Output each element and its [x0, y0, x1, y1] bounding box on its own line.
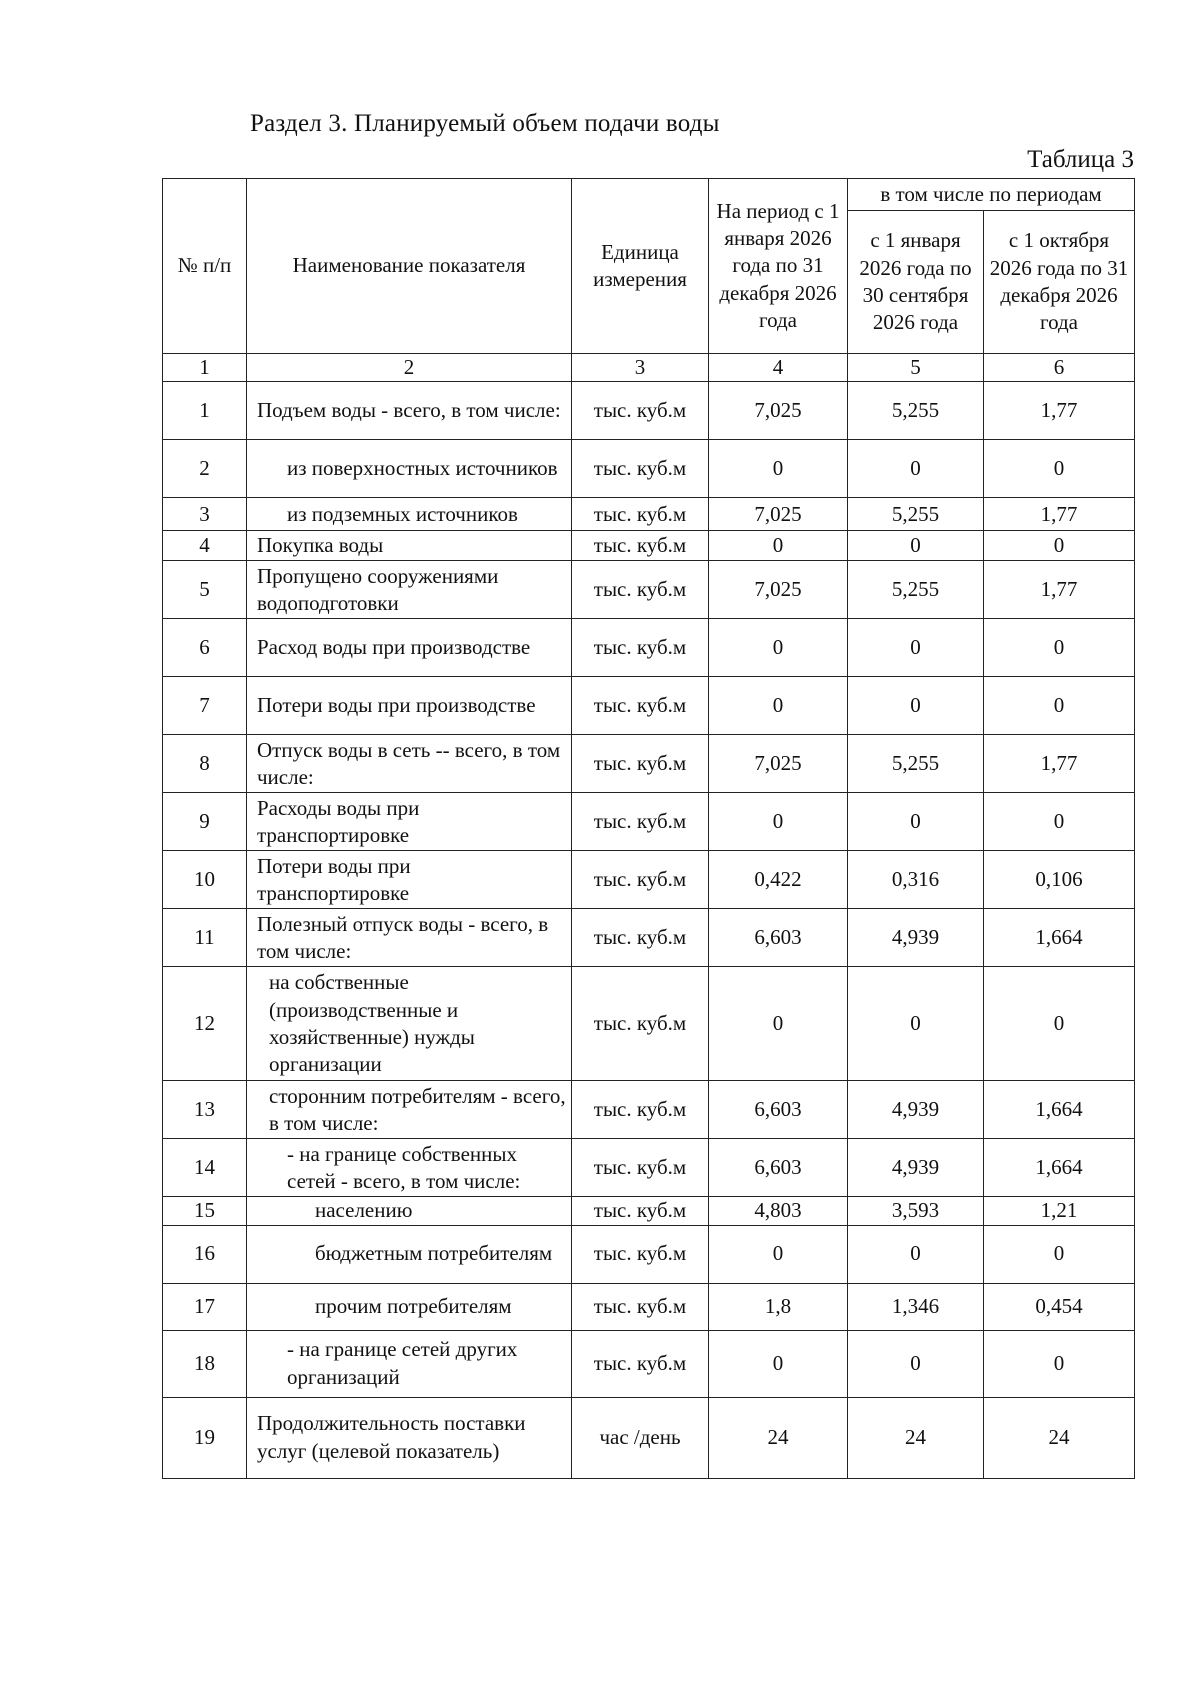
row-number-cell: 11	[163, 909, 247, 967]
total-value-cell: 7,025	[709, 735, 848, 793]
row-number-cell: 8	[163, 735, 247, 793]
header-unit: Единица измерения	[572, 179, 709, 354]
column-number: 1	[163, 354, 247, 382]
period-1-value-cell: 0	[848, 1330, 984, 1397]
indicator-name-cell: Потери воды при производстве	[247, 677, 572, 735]
period-2-value-cell: 0	[984, 440, 1135, 498]
unit-cell: тыс. куб.м	[572, 1330, 709, 1397]
period-2-value-cell: 0	[984, 619, 1135, 677]
period-2-value-cell: 1,77	[984, 561, 1135, 619]
period-2-value-cell: 1,664	[984, 1081, 1135, 1139]
row-number-cell: 2	[163, 440, 247, 498]
row-number-cell: 7	[163, 677, 247, 735]
unit-cell: тыс. куб.м	[572, 677, 709, 735]
unit-cell: тыс. куб.м	[572, 561, 709, 619]
period-1-value-cell: 5,255	[848, 498, 984, 531]
period-2-value-cell: 24	[984, 1397, 1135, 1478]
unit-cell: тыс. куб.м	[572, 851, 709, 909]
table-row	[163, 531, 1135, 561]
row-number-cell: 14	[163, 1139, 247, 1197]
table-body	[163, 382, 1135, 1478]
unit-cell: тыс. куб.м	[572, 1139, 709, 1197]
period-1-value-cell: 0	[848, 1225, 984, 1283]
indicator-name-cell: бюджетным потребителям	[247, 1225, 572, 1283]
period-2-value-cell: 0	[984, 677, 1135, 735]
table-row	[163, 851, 1135, 909]
page-title: Раздел 3. Планируемый объем подачи воды	[250, 110, 720, 137]
period-1-value-cell: 24	[848, 1397, 984, 1478]
total-value-cell: 4,803	[709, 1197, 848, 1225]
row-number-cell: 10	[163, 851, 247, 909]
indicator-name-cell: Полезный отпуск воды - всего, в том числе:	[247, 909, 572, 967]
column-number: 3	[572, 354, 709, 382]
unit-cell: тыс. куб.м	[572, 498, 709, 531]
unit-cell: тыс. куб.м	[572, 382, 709, 440]
total-value-cell: 1,8	[709, 1283, 848, 1330]
water-supply-table	[162, 178, 1135, 1479]
unit-cell: час /день	[572, 1397, 709, 1478]
indicator-name-cell: сторонним потребителям - всего, в том числе:	[247, 1081, 572, 1139]
row-number-cell: 9	[163, 793, 247, 851]
table-row	[163, 1283, 1135, 1330]
period-1-value-cell: 0	[848, 619, 984, 677]
row-number-cell: 12	[163, 967, 247, 1081]
table-row	[163, 735, 1135, 793]
indicator-name-cell: Покупка воды	[247, 531, 572, 561]
table-row	[163, 1081, 1135, 1139]
total-value-cell: 0	[709, 440, 848, 498]
table-row	[163, 1197, 1135, 1225]
period-1-value-cell: 1,346	[848, 1283, 984, 1330]
header-period-2: с 1 октября 2026 года по 31 декабря 2026 года	[984, 211, 1135, 354]
row-number-cell: 19	[163, 1397, 247, 1478]
period-1-value-cell: 5,255	[848, 735, 984, 793]
total-value-cell: 0	[709, 967, 848, 1081]
indicator-name-cell: на собственные (производственные и хозяйственные) нужды организации	[247, 967, 572, 1081]
unit-cell: тыс. куб.м	[572, 1197, 709, 1225]
total-value-cell: 0,422	[709, 851, 848, 909]
period-1-value-cell: 4,939	[848, 909, 984, 967]
table-row	[163, 382, 1135, 440]
unit-cell: тыс. куб.м	[572, 735, 709, 793]
period-2-value-cell: 1,664	[984, 1139, 1135, 1197]
table-row	[163, 677, 1135, 735]
header-period-1: с 1 января 2026 года по 30 сентября 2026 года	[848, 211, 984, 354]
row-number-cell: 15	[163, 1197, 247, 1225]
total-value-cell: 7,025	[709, 498, 848, 531]
total-value-cell: 7,025	[709, 382, 848, 440]
row-number-cell: 5	[163, 561, 247, 619]
total-value-cell: 0	[709, 619, 848, 677]
period-2-value-cell: 1,77	[984, 382, 1135, 440]
unit-cell: тыс. куб.м	[572, 967, 709, 1081]
row-number-cell: 13	[163, 1081, 247, 1139]
row-number-cell: 18	[163, 1330, 247, 1397]
indicator-name-cell: Подъем воды - всего, в том числе:	[247, 382, 572, 440]
total-value-cell: 0	[709, 1330, 848, 1397]
row-number-cell: 1	[163, 382, 247, 440]
unit-cell: тыс. куб.м	[572, 1283, 709, 1330]
table-row	[163, 1330, 1135, 1397]
indicator-name-cell: населению	[247, 1197, 572, 1225]
period-2-value-cell: 0	[984, 967, 1135, 1081]
period-2-value-cell: 1,77	[984, 498, 1135, 531]
table-row	[163, 1225, 1135, 1283]
table-row	[163, 1397, 1135, 1478]
total-value-cell: 24	[709, 1397, 848, 1478]
indicator-name-cell: Продолжительность поставки услуг (целевой показатель)	[247, 1397, 572, 1478]
column-number: 5	[848, 354, 984, 382]
unit-cell: тыс. куб.м	[572, 619, 709, 677]
total-value-cell: 0	[709, 793, 848, 851]
total-value-cell: 6,603	[709, 909, 848, 967]
unit-cell: тыс. куб.м	[572, 531, 709, 561]
unit-cell: тыс. куб.м	[572, 1081, 709, 1139]
period-1-value-cell: 3,593	[848, 1197, 984, 1225]
header-total-period: На период с 1 января 2026 года по 31 декабря 2026 года	[709, 179, 848, 354]
period-2-value-cell: 1,77	[984, 735, 1135, 793]
table-header	[163, 179, 1135, 382]
total-value-cell: 6,603	[709, 1081, 848, 1139]
unit-cell: тыс. куб.м	[572, 909, 709, 967]
column-number: 6	[984, 354, 1135, 382]
period-2-value-cell: 0	[984, 531, 1135, 561]
header-periods-group: в том числе по периодам	[848, 179, 1135, 211]
period-1-value-cell: 4,939	[848, 1081, 984, 1139]
period-1-value-cell: 5,255	[848, 382, 984, 440]
column-number: 4	[709, 354, 848, 382]
period-1-value-cell: 5,255	[848, 561, 984, 619]
row-number-cell: 17	[163, 1283, 247, 1330]
unit-cell: тыс. куб.м	[572, 793, 709, 851]
header-num: № п/п	[163, 179, 247, 354]
period-1-value-cell: 4,939	[848, 1139, 984, 1197]
period-1-value-cell: 0,316	[848, 851, 984, 909]
indicator-name-cell: Расходы воды при транспортировке	[247, 793, 572, 851]
table-caption: Таблица 3	[1027, 146, 1134, 173]
table-row	[163, 498, 1135, 531]
total-value-cell: 0	[709, 677, 848, 735]
table-row	[163, 619, 1135, 677]
unit-cell: тыс. куб.м	[572, 440, 709, 498]
header-name: Наименование показателя	[247, 179, 572, 354]
total-value-cell: 6,603	[709, 1139, 848, 1197]
indicator-name-cell: прочим потребителям	[247, 1283, 572, 1330]
indicator-name-cell: Потери воды при транспортировке	[247, 851, 572, 909]
indicator-name-cell: Расход воды при производстве	[247, 619, 572, 677]
period-2-value-cell: 1,664	[984, 909, 1135, 967]
period-1-value-cell: 0	[848, 440, 984, 498]
period-2-value-cell: 0	[984, 793, 1135, 851]
indicator-name-cell: Пропущено сооружениями водоподготовки	[247, 561, 572, 619]
period-1-value-cell: 0	[848, 793, 984, 851]
indicator-name-cell: - на границе собственных сетей - всего, в том числе:	[247, 1139, 572, 1197]
column-number: 2	[247, 354, 572, 382]
indicator-name-cell: из поверхностных источников	[247, 440, 572, 498]
table-row	[163, 561, 1135, 619]
unit-cell: тыс. куб.м	[572, 1225, 709, 1283]
total-value-cell: 7,025	[709, 561, 848, 619]
table-row	[163, 1139, 1135, 1197]
row-number-cell: 4	[163, 531, 247, 561]
table-row	[163, 909, 1135, 967]
row-number-cell: 16	[163, 1225, 247, 1283]
table-row	[163, 793, 1135, 851]
period-1-value-cell: 0	[848, 967, 984, 1081]
period-2-value-cell: 0,106	[984, 851, 1135, 909]
period-2-value-cell: 1,21	[984, 1197, 1135, 1225]
indicator-name-cell: Отпуск воды в сеть -- всего, в том числе:	[247, 735, 572, 793]
indicator-name-cell: из подземных источников	[247, 498, 572, 531]
period-2-value-cell: 0,454	[984, 1283, 1135, 1330]
period-1-value-cell: 0	[848, 677, 984, 735]
table-row	[163, 440, 1135, 498]
row-number-cell: 3	[163, 498, 247, 531]
total-value-cell: 0	[709, 1225, 848, 1283]
period-1-value-cell: 0	[848, 531, 984, 561]
total-value-cell: 0	[709, 531, 848, 561]
column-number-row	[163, 354, 1135, 382]
period-2-value-cell: 0	[984, 1225, 1135, 1283]
row-number-cell: 6	[163, 619, 247, 677]
indicator-name-cell: - на границе сетей других организаций	[247, 1330, 572, 1397]
table-row	[163, 967, 1135, 1081]
period-2-value-cell: 0	[984, 1330, 1135, 1397]
